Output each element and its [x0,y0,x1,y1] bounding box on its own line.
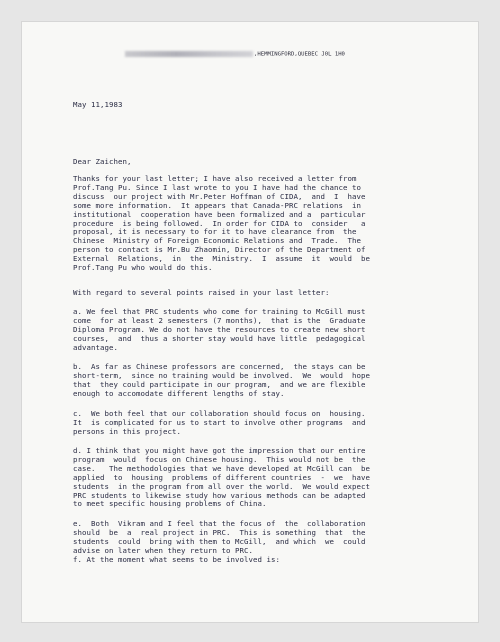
paragraph-point-c: c. We both feel that our collaboration should focus on housing. It is complicated for us to start to involve other programs and persons in this project. [73,409,366,436]
paragraph-point-a: a. We feel that PRC students who come for training to McGill must come for at least 2 semesters (7 months), that is the Graduate Diploma Program. We do not have the resources to create new short courses, and thus a shorter stay would have little pedagogical advantage. [73,307,366,352]
sender-address [125,51,345,59]
paragraph-point-d: d. I think that you might have got the impression that our entire program would focus on Chinese housing. This would not be the case. The methodologies that we have developed at McGill can be applied to housing problems of different countries - we have students in the program from all over the world. We would expect PRC students to likewise study how various methods can be adapted to meet specific housing problems of China. [73,446,370,509]
paragraph-intro: Thanks for your last letter; I have also received a letter from Prof.Tang Pu. Since I last wrote to you I have had the chance to discuss our project with Mr.Peter Hoffman of CIDA, and I have some more information. It appears that Canada-PRC relations in institutional cooperation have been formalized and a particular procedure is being followed. In order for CIDA to consider a proposal, it is necessary to for it to have clearance from the Chinese Ministry of Foreign Economic Relations and Trade. The person to contact is Mr.Bu Zhaomin, Director of the Department of External Relations, in the Ministry. I assume it would be Prof.Tang Pu who would do this. [73,174,370,273]
redacted-address [125,51,253,57]
paragraph-points-intro: With regard to several points raised in your last letter: [73,288,330,297]
paragraph-point-f: f. At the moment what seems to be involved is: [73,555,280,564]
paragraph-point-e: e. Both Vikram and I feel that the focus of the collaboration should be a real project in PRC. This is something that the students could bring with them to McGill, and which we could advise on later when they return to PRC. [73,519,366,555]
paragraph-point-b: b. As far as Chinese professors are concerned, the stays can be short-term, since no training would be involved. We would hope that they could participate in our program, and we are flexible enough to accomodate different lengths of stay. [73,362,370,398]
letter-date: May 11,1983 [73,100,123,109]
salutation: Dear Zaichen, [73,157,132,166]
address-city: ,HEMMINGFORD,QUEBEC J0L 1H0 [254,51,345,58]
